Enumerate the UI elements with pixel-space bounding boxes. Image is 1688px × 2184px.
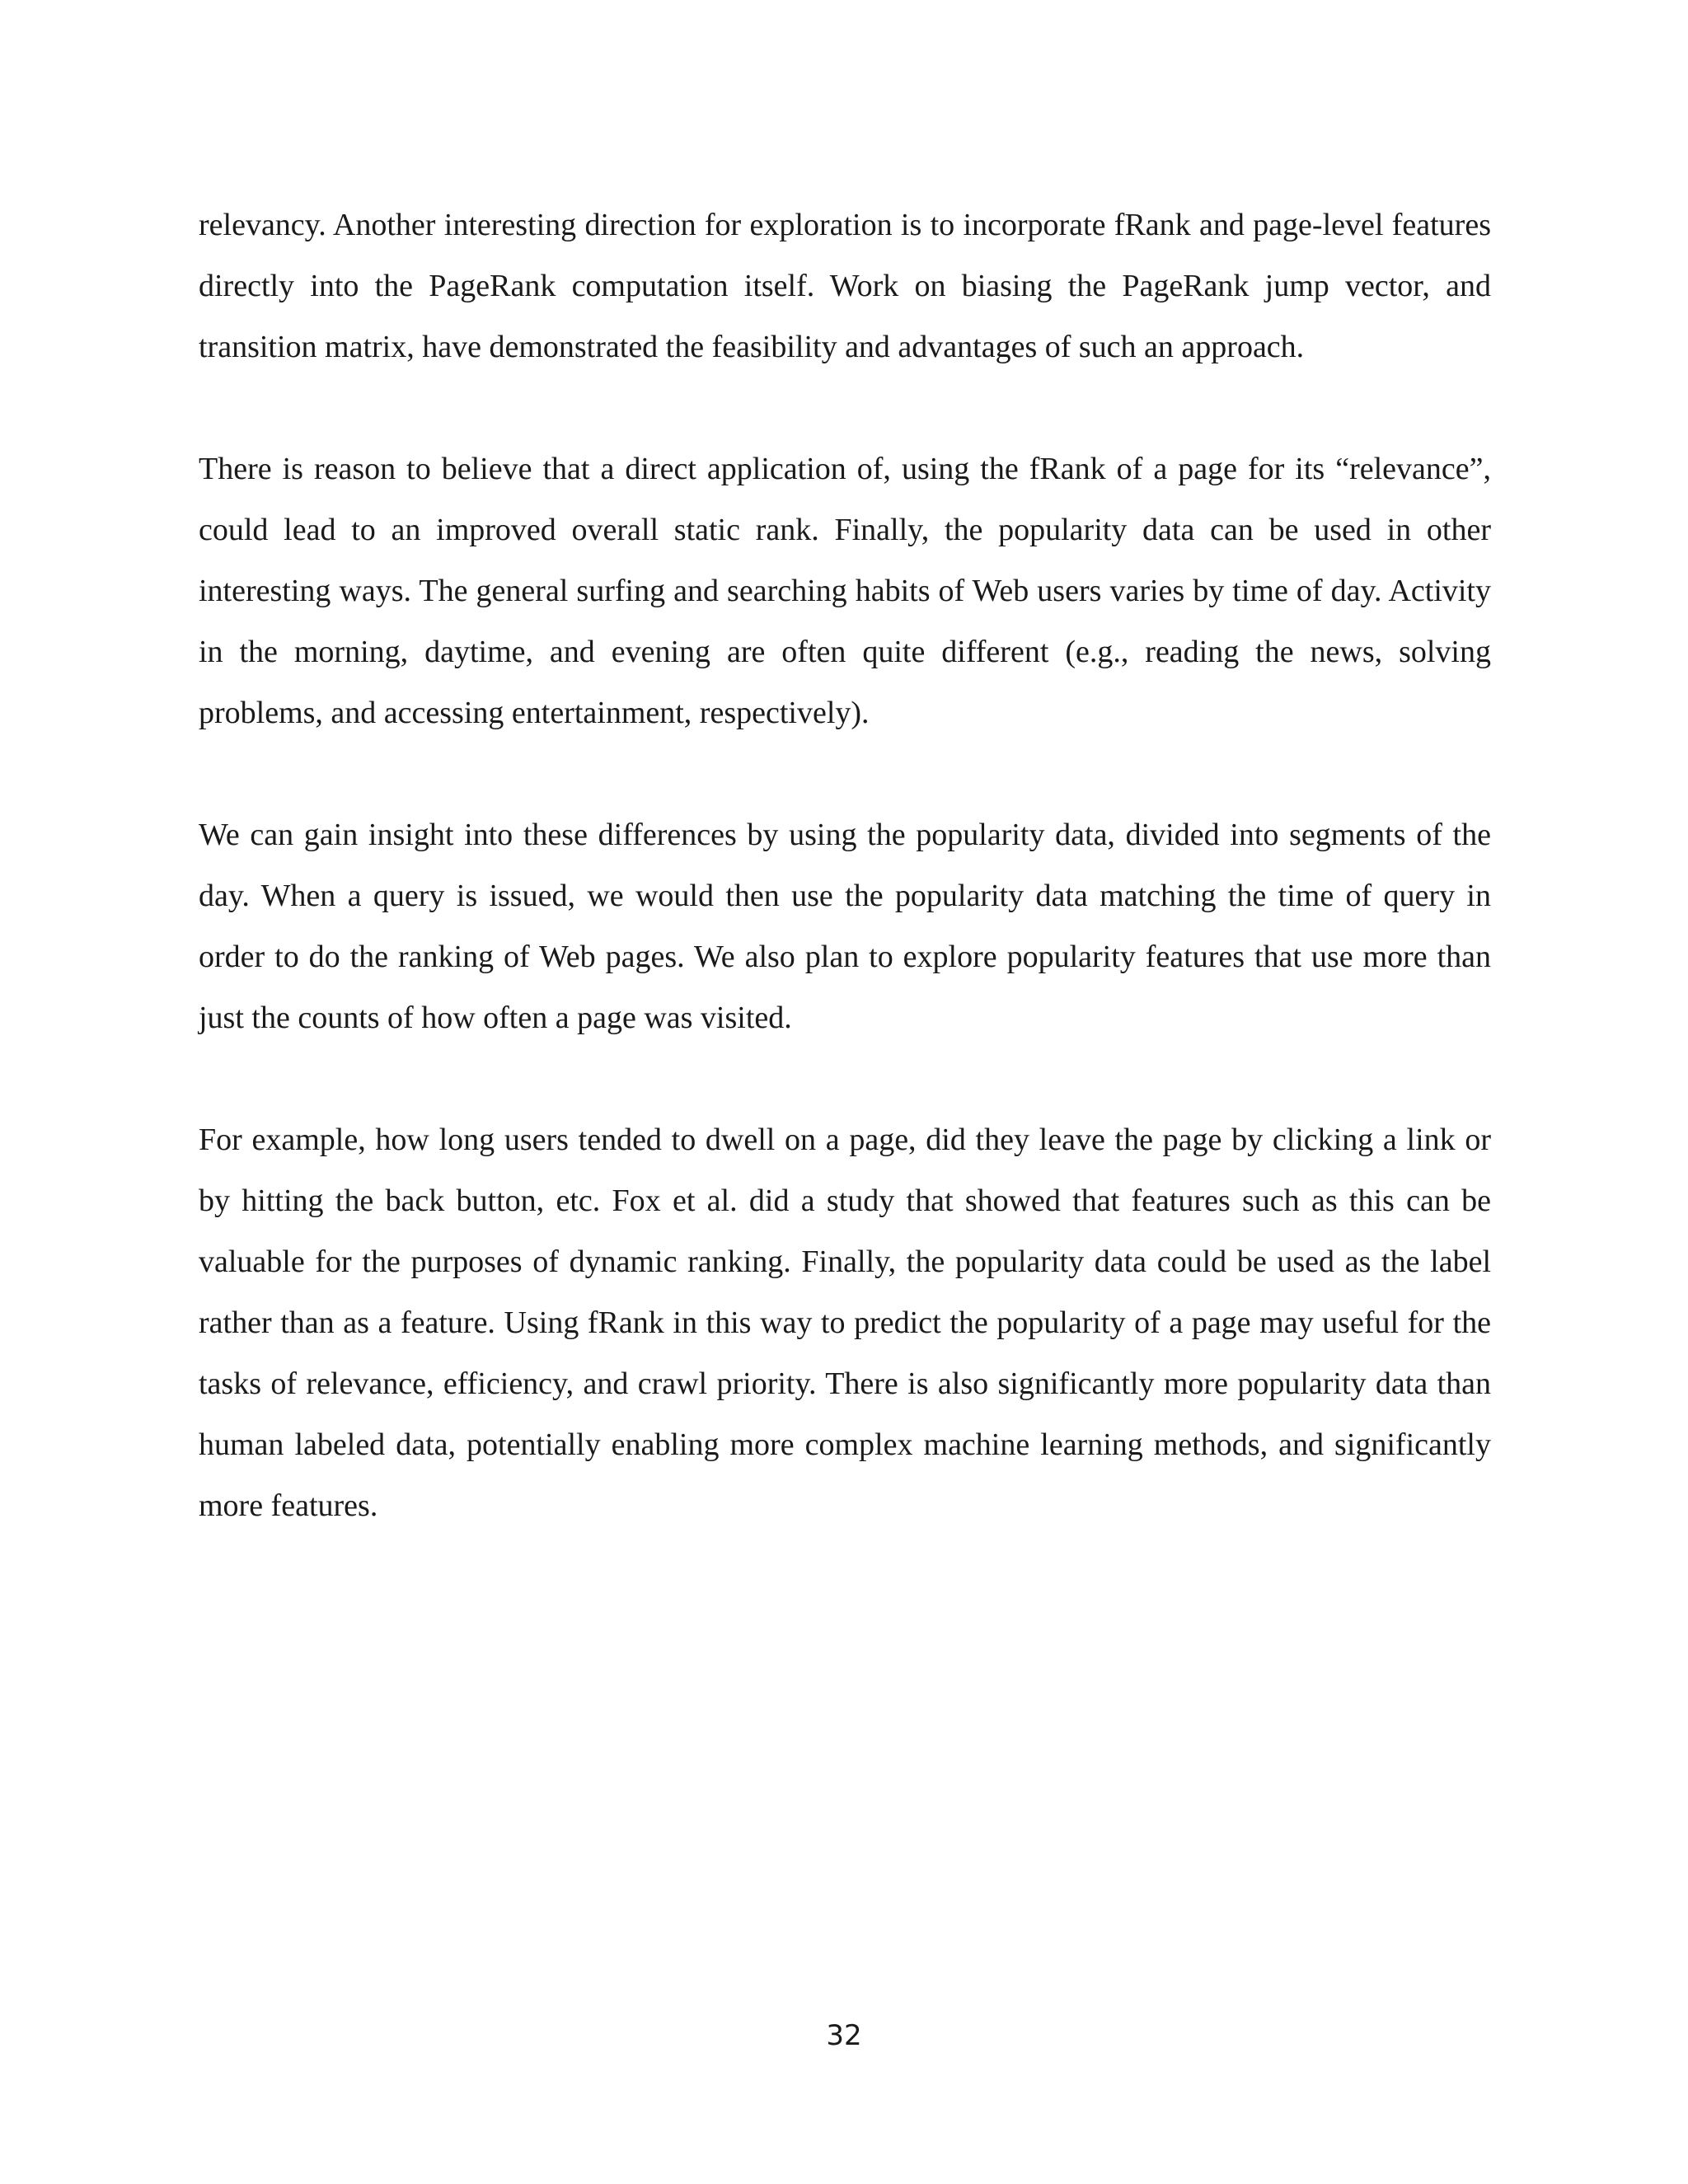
paragraph-2: There is reason to believe that a direct application of, using the fRank of a page for its “relevance”, could lead to an improved overall static rank. Finally, the popularity data can be used in other interesting ways. The general surfing and searching habits of Web users varies by time of day. Activity in the morning, daytime, and evening are often quite different (e.g., reading the news, solving problems, and accessing entertainment, respectively). bbox=[199, 452, 1491, 730]
paragraph-1: relevancy. Another interesting direction for exploration is to incorporate fRank and page-level features directly into the PageRank computation itself. Work on biasing the PageRank jump vector, and transition matrix, have demonstrated the feasibility and advantages of such an approach. bbox=[199, 208, 1491, 364]
body-text bbox=[199, 194, 1491, 1597]
paragraph-4: For example, how long users tended to dwell on a page, did they leave the page by clicking a link or by hitting the back button, etc. Fox et al. did a study that showed that features such as this can be valuable for the purposes of dynamic ranking. Finally, the popularity data could be used as the label rather than as a feature. Using fRank in this way to predict the popularity of a page may useful for the tasks of relevance, efficiency, and crawl priority. There is also significantly more popularity data than human labeled data, potentially enabling more complex machine learning methods, and significantly more features. bbox=[199, 1122, 1491, 1523]
page-number: 32 bbox=[826, 2019, 862, 2052]
paragraph-3: We can gain insight into these differences by using the popularity data, divided into segments of the day. When a query is issued, we would then use the popularity data matching the time of query in order to do the ranking of Web pages. We also plan to explore popularity features that use more than just the counts of how often a page was visited. bbox=[199, 818, 1491, 1035]
